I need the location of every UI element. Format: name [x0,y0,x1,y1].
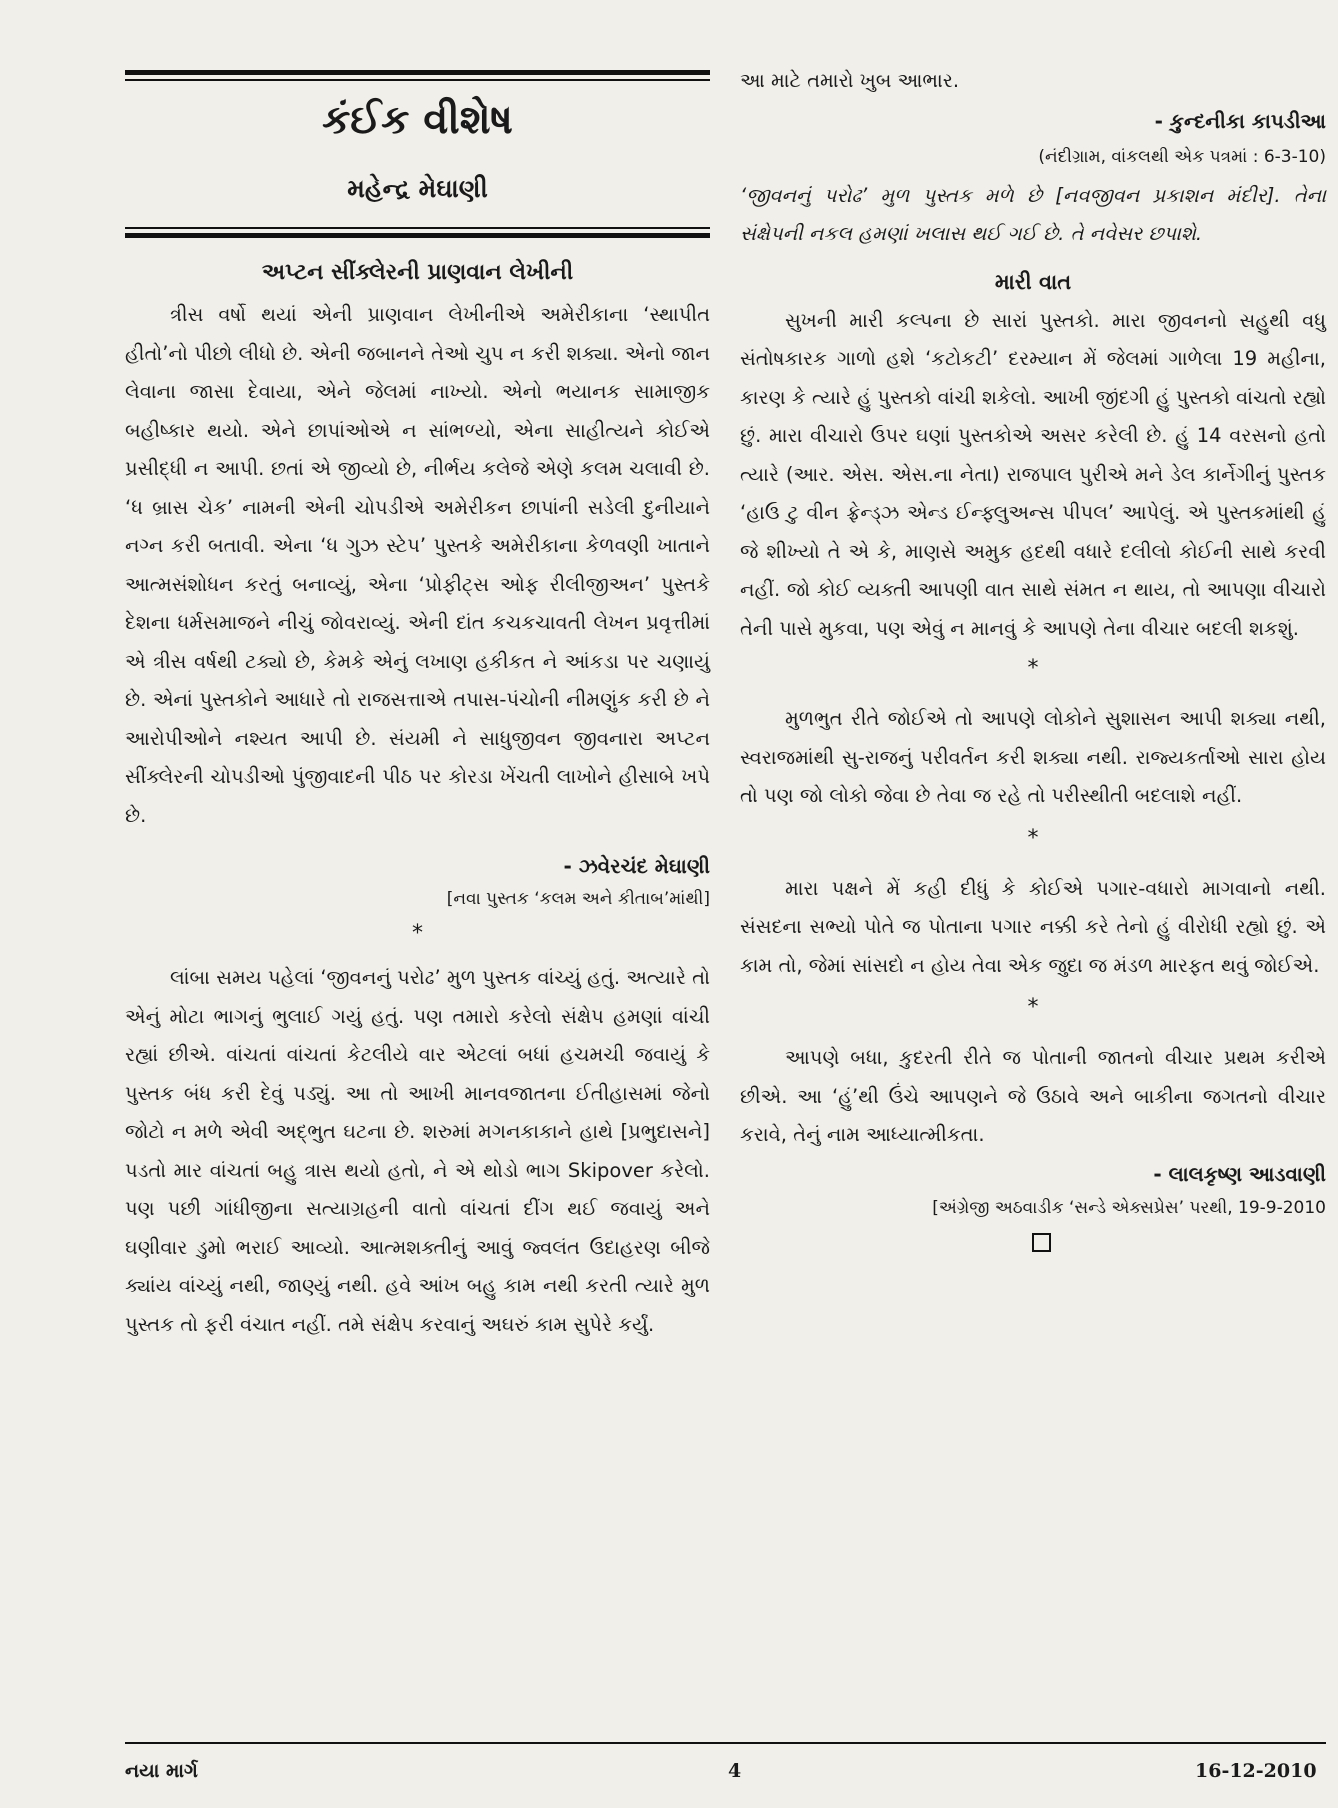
letter-body: લાંબા સમય પહેલાં ‘જીવનનું પરોઢ’ મુળ પુસ્તક વાંચ્યું હતું. અત્યારે તો એનું મોટા ભાગનું ભુલાઈ ગયું હતું. પણ તમારો કરેલો સંક્ષેપ હમણાં વાંચી રહ્યાં છીએ. વાંચતાં વાંચતાં કેટલીયે વાર એટલાં બધાં હચમચી જવાયું કે પુસ્તક બંધ કરી દેવું પડ્યું. આ તો આખી માનવજાતના ઈતીહાસમાં જેનો જોટો ન મળે એવી અદ્ભુત ઘટના છે. શરુમાં મગનકાકાને હાથે [પ્રભુદાસને] પડતો માર વાંચતાં બહુ ત્રાસ થયો હતો, ને એ થોડો ભાગ Skipover કરેલો. પણ પછી ગાંધીજીના સત્યાગ્રહની વાતો વાંચતાં દીંગ થઈ જવાયું અને ઘણીવાર ડુમો ભરાઈ આવ્યો. આત્મશક્તીનું આવું જ્વલંત ઉદાહરણ બીજે ક્યાંય વાંચ્યું નથી, જાણ્યું નથી. હવે આંખ બહુ કામ નથી કરતી ત્યારે મુળ પુસ્તક તો ફરી વંચાત નહીં. તમે સંક્ષેપ કરવાનું અઘરું કામ સુપેરે કર્યું. [125,966,710,1336]
article-source: [નવા પુસ્તક ‘કલમ અને કીતાબ’માંથી] [446,889,710,909]
header-top-rule-thin [125,79,710,81]
column-title: કંઈક વીશેષ [322,96,513,143]
header-bottom-rule [125,233,710,238]
article-body: ત્રીસ વર્ષો થયાં એની પ્રાણવાન લેખીનીએ અમેરીકાના ‘સ્થાપીત હીતો’નો પીછો લીધો છે. એની જબાનને તેઓ ચુપ ન કરી શક્યા. એનો જાન લેવાના જાસા દેવાયા, એને જેલમાં નાખ્યો. એનો ભયાનક સામાજીક બહીષ્કાર થયો. એને છાપાંઓએ ન સાંભળ્યો, એના સાહીત્યને કોઈએ પ્રસીદ્ધી ન આપી. છતાં એ જીવ્યો છે, નીર્ભય કલેજે એણે કલમ ચલાવી છે. ‘ધ બ્રાસ ચેક’ નામની એની ચોપડીએ અમેરીકન છાપાંની સડેલી દુનીયાને નગ્ન કરી બતાવી. એના ‘ધ ગુઝ સ્ટેપ’ પુસ્તકે અમેરીકાના કેળવણી ખાતાને આત્મસંશોધન કરતું બનાવ્યું, એના ‘પ્રોફીટ્સ ઓફ રીલીજીઅન’ પુસ્તકે દેશના ધર્મસમાજને નીચું જોવરાવ્યું. એની દાંત કચકચાવતી લેખન પ્રવૃત્તીમાં એ ત્રીસ વર્ષથી ટક્યો છે, કેમકે એનું લખાણ હકીકત ને આંકડા પર ચણાયું છે. એનાં પુસ્તકોને આધારે તો રાજસત્તાએ તપાસ-પંચોની નીમણુંક કરી છે ને આરોપીઓને નશ્યત આપી છે. સંયમી ને સાધુજીવન જીવનારા અપ્ટન સીંક્લેરની ચોપડીઓ પુંજીવાદની પીઠ પર કોરડા ખેંચતી લાખોને હીસાબે ખપે છે. [125,303,710,827]
article2-signature: - લાલકૃષ્ણ આડવાણી [1153,1161,1326,1186]
column-author: મહેન્દ્ર મેઘાણી [347,174,488,203]
article2-source: [અંગ્રેજી અઠવાડીક ‘સન્ડે એક્સપ્રેસ’ પરથી, 19-9-2010 [932,1197,1326,1218]
right-column [740,62,1326,1252]
header-top-rule [125,70,710,75]
section-separator: * [1027,825,1039,851]
letter-continuation: આ માટે તમારો ખુબ આભાર. [740,69,960,92]
article-signature: - ઝવેરચંદ મેઘાણી [563,854,710,878]
article-heading-2: મારી વાત [994,268,1072,294]
left-column [125,252,710,1344]
footer-date: 16-12-2010 [1195,1760,1317,1782]
footer-magazine-name: નયા માર્ગ [125,1760,198,1782]
header-bottom-rule-thin [125,227,710,229]
letter-signature: - કુન્દનીકા કાપડીઆ [1154,108,1326,133]
article2-paragraph-3: મારા પક્ષને મેં કહી દીધું કે કોઈએ પગાર-વધારો માગવાનો નથી. સંસદના સભ્યો પોતે જ પોતાના પગાર નક્કી કરે તેનો હું વીરોધી રહ્યો છું. એ કામ તો, જેમાં સાંસદો ન હોય તેવા એક જુદા જ મંડળ મારફત થવું જોઈએ. [740,876,1326,977]
section-separator: * [412,921,423,946]
article2-paragraph-4: આપણે બધા, કુદરતી રીતે જ પોતાની જાતનો વીચાર પ્રથમ કરીએ છીએ. આ ‘હું’થી ઉંચે આપણને જે ઉઠાવે અને બાકીના જગતનો વીચાર કરાવે, તેનું નામ આધ્યાત્મીકતા. [740,1046,1326,1146]
section-separator: * [1027,995,1039,1020]
article-heading: અપ્ટન સીંક્લેરની પ્રાણવાન લેખીની [261,259,574,285]
section-separator: * [1027,656,1039,681]
editor-note: ‘જીવનનું પરોઢ’ મુળ પુસ્તક મળે છે [નવજીવન પ્રકાશન મંદીર]. તેના સંક્ષેપની નકલ હમણાં ખલાસ થઈ ગઈ છે. તે નવેસર છપાશે. [740,183,1326,245]
article2-paragraph-2: મુળભુત રીતે જોઈએ તો આપણે લોકોને સુશાસન આપી શક્યા નથી, સ્વરાજમાંથી સુ-રાજનું પરીવર્તન કરી શક્યા નથી. રાજ્યકર્તાઓ સારા હોય તો પણ જો લોકો જેવા છે તેવા જ રહે તો પરીસ્થીતી બદલાશે નહીં. [740,707,1326,807]
end-of-article-box [1032,1233,1051,1252]
letter-source: (નંદીગ્રામ, વાંકલથી એક પત્રમાં : 6-3-10) [1038,146,1326,167]
footer-rule [125,1742,1326,1744]
article2-paragraph-1: સુખની મારી કલ્પના છે સારાં પુસ્તકો. મારા જીવનનો સહુથી વધુ સંતોષકારક ગાળો હશે ‘કટોકટી’ દરમ્યાન મેં જેલમાં ગાળેલા 19 મહીના, કારણ કે ત્યારે હું પુસ્તકો વાંચી શકેલો. આખી જીંદગી હું પુસ્તકો વાંચતો રહ્યો છું. મારા વીચારો ઉપર ઘણાં પુસ્તકોએ અસર કરેલી છે. હું 14 વરસનો હતો ત્યારે (આર. એસ. એસ.ના નેતા) રાજપાલ પુરીએ મને ડેલ કાર્નેગીનું પુસ્તક ‘હાઉ ટુ વીન ફ્રેન્ડ્ઝ એન્ડ ઈન્ફ્લુઅન્સ પીપલ’ આપેલું. એ પુસ્તકમાંથી હું જે શીખ્યો તે એ કે, માણસે અમુક હદથી વધારે દલીલો કોઈની સાથે કરવી નહીં. જો કોઈ વ્યક્તી આપણી વાત સાથે સંમત ન થાય, તો આપણા વીચારો તેની પાસે મુકવા, પણ એવું ન માનવું કે આપણે તેના વીચાર બદલી શકશું. [740,308,1326,640]
footer-page-number: 4 [728,1760,742,1782]
